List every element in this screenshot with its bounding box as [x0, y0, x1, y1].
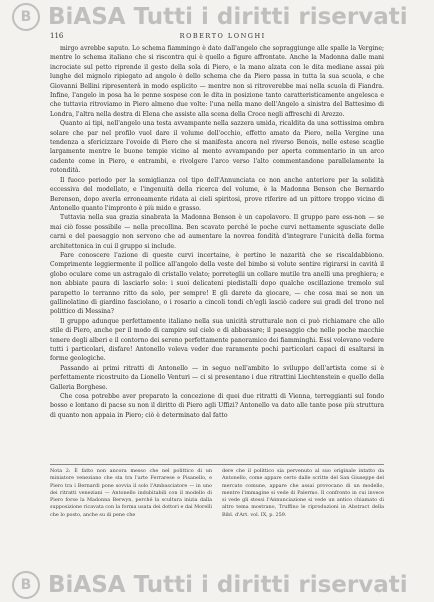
- paragraph: Fare conoscere l'azione di queste curvi incertaine, è pertino le nazarità che se riscaldabbiono. Comprimente leggiermente il pollice all'angolo della veste del bimbo si volute sentire rigirarsi in cavità il globo oculare come un astragalo di cristallo velato; porreteglii un collare mutile tra anelli una preghiera; e non abbiate paura di lasciarlo solo: i suoi delicateni piedistalli dopo qualche oscillazione tremolo sul parapetto lo terranno ritto da solo, per sempre! E gli darete da giocare, — che cosa mai se non un gallinolatino di giardino fasciolano, o i rosario a cincoli tondi ch'egli lasciò cadere sui gradi del trono nel polittico di Messina?: [50, 251, 384, 316]
- paragraph: Il fuoco periodo per la somiglianza col tipo dell'Annunciata ce non anche anteriore per la solidità eccessiva del modellato, e l'ingenuità della ricerca del volume, è la Madonna Benson che Bernardo Berenson, dopo averla erroneamente ridata ai cieli spiritosi, prove riferire ad un pittore troppo vicino di Antonello quanto l'impronto è più mido e grasso.: [50, 176, 384, 212]
- watermark-seal-icon: B: [12, 571, 40, 599]
- footnotes: [50, 464, 384, 519]
- watermark-seal-icon: B: [12, 3, 40, 31]
- page-header: [50, 32, 382, 40]
- footnote-right: dere che il polittico sia pervenuto al suo originale intatto da Antonello, come appare certo dalle scritte del San Giuseppe del mercato comune, appare che assai provocano di un modello, mentre l'immagine si vede di Palermo. Il confronto in cui invece si vede gli stessi l'Annunciazione si vede un antico chiamato di altro tema mostrano, Truffino le riproduzioni in Abstract della Bibl. d'Art. vol. IX, p. 259.: [222, 468, 384, 518]
- paragraph: Che cosa potrebbe aver preparato la concezione di quei due ritratti di Vienna, terreggianti sul fondo bosso e lontano di pacse su non il diritto di Piero agli Uffizi? Antonello va dato alle tante pose più struttura di quanto non appaia in Piero; ciò è determinato dal fatto: [50, 393, 384, 419]
- page-number: 116: [50, 32, 64, 40]
- paragraph: Il gruppo adunque perfettamente italiano nella sua unicità strutturale non ci può richiamare che allo stile di Piero, anche per il modo di campire sul cielo e di abbassare; il paesaggio che nelle poche macchie tenere degli alberi e il contorno dei sereno perfettamente panoramico dei fiamminghi. Essi volevano vedere tutti i particolari, disfare! Antonello voleva veder due raramente pochi particolari capaci di esaltarsi in forme geologiche.: [50, 317, 384, 363]
- paragraph: Tuttavia nella sua grazia sinabrata la Madonna Benson è un capolavoro. Il gruppo pare ess-non — se mai ciò fosse possibile — nella precollina. Ben scavato perché le poche curvi nettamente sgusciate delle carni e del paesaggio non servono che ad aumentare la novrea fondità d'integrare l'unicità della forma architettonica in cui il gruppo si include.: [50, 214, 384, 250]
- watermark-bottom: [0, 568, 434, 602]
- paragraph: Passando ai primi ritratti di Antonello — in seguo nell'ambito lo sviluppo dell'artista come si è perfettamente ricostruito da Lionello Venturi — ci si presentano i due ritrattini Liechtenstein e quello della Galleria Borghese.: [50, 364, 384, 391]
- paragraph: mirgo avrebbe saputo. Lo schema fiammingo è dato dall'angelo che sopraggiunge alle spalle la Vergine; mentre lo schema italiano che si riscontra qui è quello a figure affrontate. Anche la Madonna dalle mani incrociate sul petto riprende il gesto della sola di Piero, e la mano alzata con le dita mediane assai più lunghe del mignolo ripiegato ad angolo è dello schema che da Piero passa in tutta la sua scuola, e che Giovanni Bellini ripresenterà in modo esplicito — mentre non si ritroverebbe mai nella scuola di Fiandra. Infine, l'angelo in posa ha le penne sospese con le dita in posizione tanto caratteristicamente angelesca e che tuttavia ritroviamo in Piero almeno due volte: l'una nella mano dell'Angelo a sinistra del Battesimo di Londra, l'altra nella destra di Elena che assiste alla scena della Croce negli affreschi di Arezzo.: [50, 45, 384, 118]
- footnote-left: Nota 2: È fatto non ancora messo che nel polittico di un miniatore veneziano che sta tra l'arte Ferrarese e Pisanello, e Piero tra i Bernardi pone sovvia il solo l'Ambasciatore — in uno dei ritratti veneziani — Antonello indubitabili con il modello di Piero forse la Madonna Berwyn, perché la scultura inizia dalla supposizione ricavata con la forma usata dei dottori e dai Morelli che lo posto, anche su di pene che: [50, 468, 212, 518]
- watermark-top: [0, 0, 434, 34]
- watermark-text: BiASA Tutti i diritti riservati: [48, 572, 408, 598]
- body-text: [50, 44, 384, 420]
- running-title: ROBERTO LONGHI: [179, 32, 266, 40]
- watermark-text: BiASA Tutti i diritti riservati: [48, 4, 408, 30]
- paragraph: Quanto ai tipi, nell'angelo una testa avvampante nella sazzera umida, ricaldita da una sottissima ombra solare che par nel profilo vuol dare il volume dell'occhio, effetto amato da Piero, nella Vergine una tendenza a sfericizzare l'ovoide di Piero che si manifesta ancora nel riverso Benois, nelle estese scaglie largamente mentre le buone tempie vicino al mento avvampando per aperta commentario in un arco cadente come in Piero, e entrambi, e rivolgere l'arco verso l'alto commentandone parallelamente la rotondità.: [50, 120, 384, 175]
